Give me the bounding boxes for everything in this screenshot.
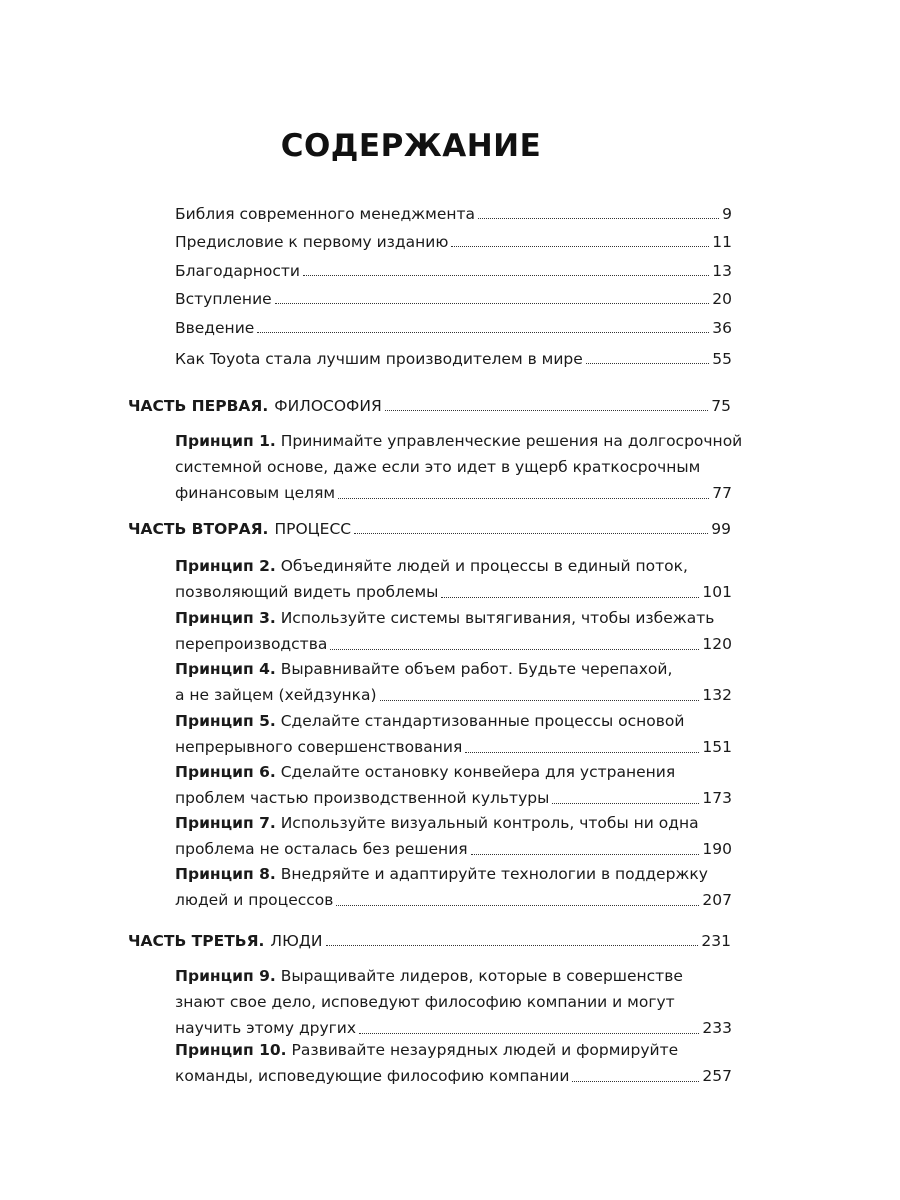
page-number: 132 bbox=[702, 686, 732, 704]
page-number: 9 bbox=[722, 205, 732, 223]
toc-principle-8[interactable] bbox=[175, 861, 732, 913]
principle-text-line: Используйте визуальный контроль, чтобы ни одна bbox=[280, 814, 699, 832]
principle-label: Принцип 10. bbox=[175, 1041, 287, 1059]
part-label: ЧАСТЬ ТРЕТЬЯ. bbox=[128, 932, 265, 950]
toc-entry-preface[interactable] bbox=[175, 233, 732, 251]
dot-leader bbox=[552, 803, 699, 804]
principle-label: Принцип 2. bbox=[175, 557, 276, 575]
entry-title: Как Toyota стала лучшим производителем в мире bbox=[175, 350, 583, 368]
part-label: ЧАСТЬ ПЕРВАЯ. bbox=[128, 397, 269, 415]
page-number: 99 bbox=[711, 520, 731, 538]
principle-text-line: финансовым целям bbox=[175, 484, 336, 502]
part-name: ЛЮДИ bbox=[270, 932, 323, 950]
page-number: 207 bbox=[702, 891, 732, 909]
dot-leader bbox=[451, 246, 709, 247]
dot-leader bbox=[586, 363, 709, 364]
dot-leader bbox=[338, 498, 709, 499]
principle-label: Принцип 1. bbox=[175, 432, 276, 450]
principle-label: Принцип 7. bbox=[175, 814, 276, 832]
page-number: 36 bbox=[712, 319, 732, 337]
principle-text-line: знают свое дело, исповедуют философию компании и могут bbox=[175, 993, 675, 1011]
dot-leader bbox=[354, 533, 708, 534]
toc-principle-1[interactable] bbox=[175, 428, 743, 506]
principle-label: Принцип 4. bbox=[175, 660, 276, 678]
entry-title: Благодарности bbox=[175, 262, 300, 280]
principle-label: Принцип 6. bbox=[175, 763, 276, 781]
toc-entry-acknowledgements[interactable] bbox=[175, 262, 732, 280]
page-number: 151 bbox=[702, 738, 732, 756]
principle-text-line: Выравнивайте объем работ. Будьте черепахой, bbox=[280, 660, 673, 678]
toc-part-1[interactable] bbox=[128, 397, 731, 415]
toc-principle-5[interactable] bbox=[175, 708, 732, 760]
part-label: ЧАСТЬ ВТОРАЯ. bbox=[128, 520, 269, 538]
dot-leader bbox=[471, 854, 700, 855]
page-number: 101 bbox=[702, 583, 732, 601]
principle-label: Принцип 9. bbox=[175, 967, 276, 985]
principle-text-line: Используйте системы вытягивания, чтобы избежать bbox=[280, 609, 715, 627]
dot-leader bbox=[380, 700, 700, 701]
principle-text-line: команды, исповедующие философию компании bbox=[175, 1067, 570, 1085]
principle-text-line: Внедряйте и адаптируйте технологии в поддержку bbox=[280, 865, 708, 883]
entry-title: Введение bbox=[175, 319, 255, 337]
principle-text-line: людей и процессов bbox=[175, 891, 334, 909]
principle-text-line: Принимайте управленческие решения на долгосрочной bbox=[280, 432, 743, 450]
toc-principle-10[interactable] bbox=[175, 1037, 732, 1089]
dot-leader bbox=[359, 1033, 699, 1034]
page-number: 231 bbox=[701, 932, 731, 950]
page-number: 20 bbox=[712, 290, 732, 308]
principle-text-line: перепроизводства bbox=[175, 635, 328, 653]
dot-leader bbox=[257, 332, 709, 333]
part-name: ФИЛОСОФИЯ bbox=[274, 397, 382, 415]
page-number: 257 bbox=[702, 1067, 732, 1085]
toc-entry-toyota-best[interactable] bbox=[175, 350, 732, 368]
principle-text-line: Объединяйте людей и процессы в единый поток, bbox=[280, 557, 688, 575]
principle-text-line: проблем частью производственной культуры bbox=[175, 789, 550, 807]
principle-text-line: Сделайте остановку конвейера для устранения bbox=[280, 763, 676, 781]
toc-part-2[interactable] bbox=[128, 520, 731, 538]
part-name: ПРОЦЕСС bbox=[274, 520, 352, 538]
dot-leader bbox=[441, 597, 699, 598]
principle-text-line: системной основе, даже если это идет в ущерб краткосрочным bbox=[175, 458, 701, 476]
principle-text-line: Выращивайте лидеров, которые в совершенстве bbox=[280, 967, 683, 985]
dot-leader bbox=[572, 1081, 699, 1082]
dot-leader bbox=[326, 945, 699, 946]
principle-text-line: позволяющий видеть проблемы bbox=[175, 583, 439, 601]
dot-leader bbox=[303, 275, 709, 276]
page-title: СОДЕРЖАНИЕ bbox=[280, 128, 542, 164]
principle-label: Принцип 5. bbox=[175, 712, 276, 730]
principle-label: Принцип 8. bbox=[175, 865, 276, 883]
dot-leader bbox=[336, 905, 699, 906]
principle-text-line: Развивайте незаурядных людей и формируйте bbox=[291, 1041, 679, 1059]
page-number: 13 bbox=[712, 262, 732, 280]
toc-principle-7[interactable] bbox=[175, 810, 732, 862]
toc-part-3[interactable] bbox=[128, 932, 731, 950]
page-number: 77 bbox=[712, 484, 732, 502]
page-number: 55 bbox=[712, 350, 732, 368]
page-number: 173 bbox=[702, 789, 732, 807]
toc-principle-4[interactable] bbox=[175, 656, 732, 708]
principle-text-line: непрерывного совершенствования bbox=[175, 738, 463, 756]
toc-principle-2[interactable] bbox=[175, 553, 732, 605]
principle-label: Принцип 3. bbox=[175, 609, 276, 627]
page-number: 120 bbox=[702, 635, 732, 653]
entry-title: Предисловие к первому изданию bbox=[175, 233, 449, 251]
toc-entry-introduction[interactable] bbox=[175, 319, 732, 337]
page-number: 11 bbox=[712, 233, 732, 251]
page-number: 75 bbox=[711, 397, 731, 415]
toc-principle-3[interactable] bbox=[175, 605, 732, 657]
page-number: 233 bbox=[702, 1019, 732, 1037]
entry-title: Библия современного менеджмента bbox=[175, 205, 476, 223]
principle-text-line: научить этому других bbox=[175, 1019, 357, 1037]
dot-leader bbox=[465, 752, 699, 753]
toc-principle-6[interactable] bbox=[175, 759, 732, 811]
principle-text-line: проблема не осталась без решения bbox=[175, 840, 468, 858]
toc-entry-foreword[interactable] bbox=[175, 290, 732, 308]
principle-text-line: а не зайцем (хейдзунка) bbox=[175, 686, 377, 704]
toc-principle-9[interactable] bbox=[175, 963, 732, 1041]
dot-leader bbox=[385, 410, 709, 411]
dot-leader bbox=[275, 303, 710, 304]
dot-leader bbox=[330, 649, 699, 650]
principle-text-line: Сделайте стандартизованные процессы основой bbox=[280, 712, 685, 730]
toc-entry-front-matter[interactable] bbox=[175, 205, 732, 223]
page-number: 190 bbox=[702, 840, 732, 858]
entry-title: Вступление bbox=[175, 290, 272, 308]
dot-leader bbox=[478, 218, 719, 219]
